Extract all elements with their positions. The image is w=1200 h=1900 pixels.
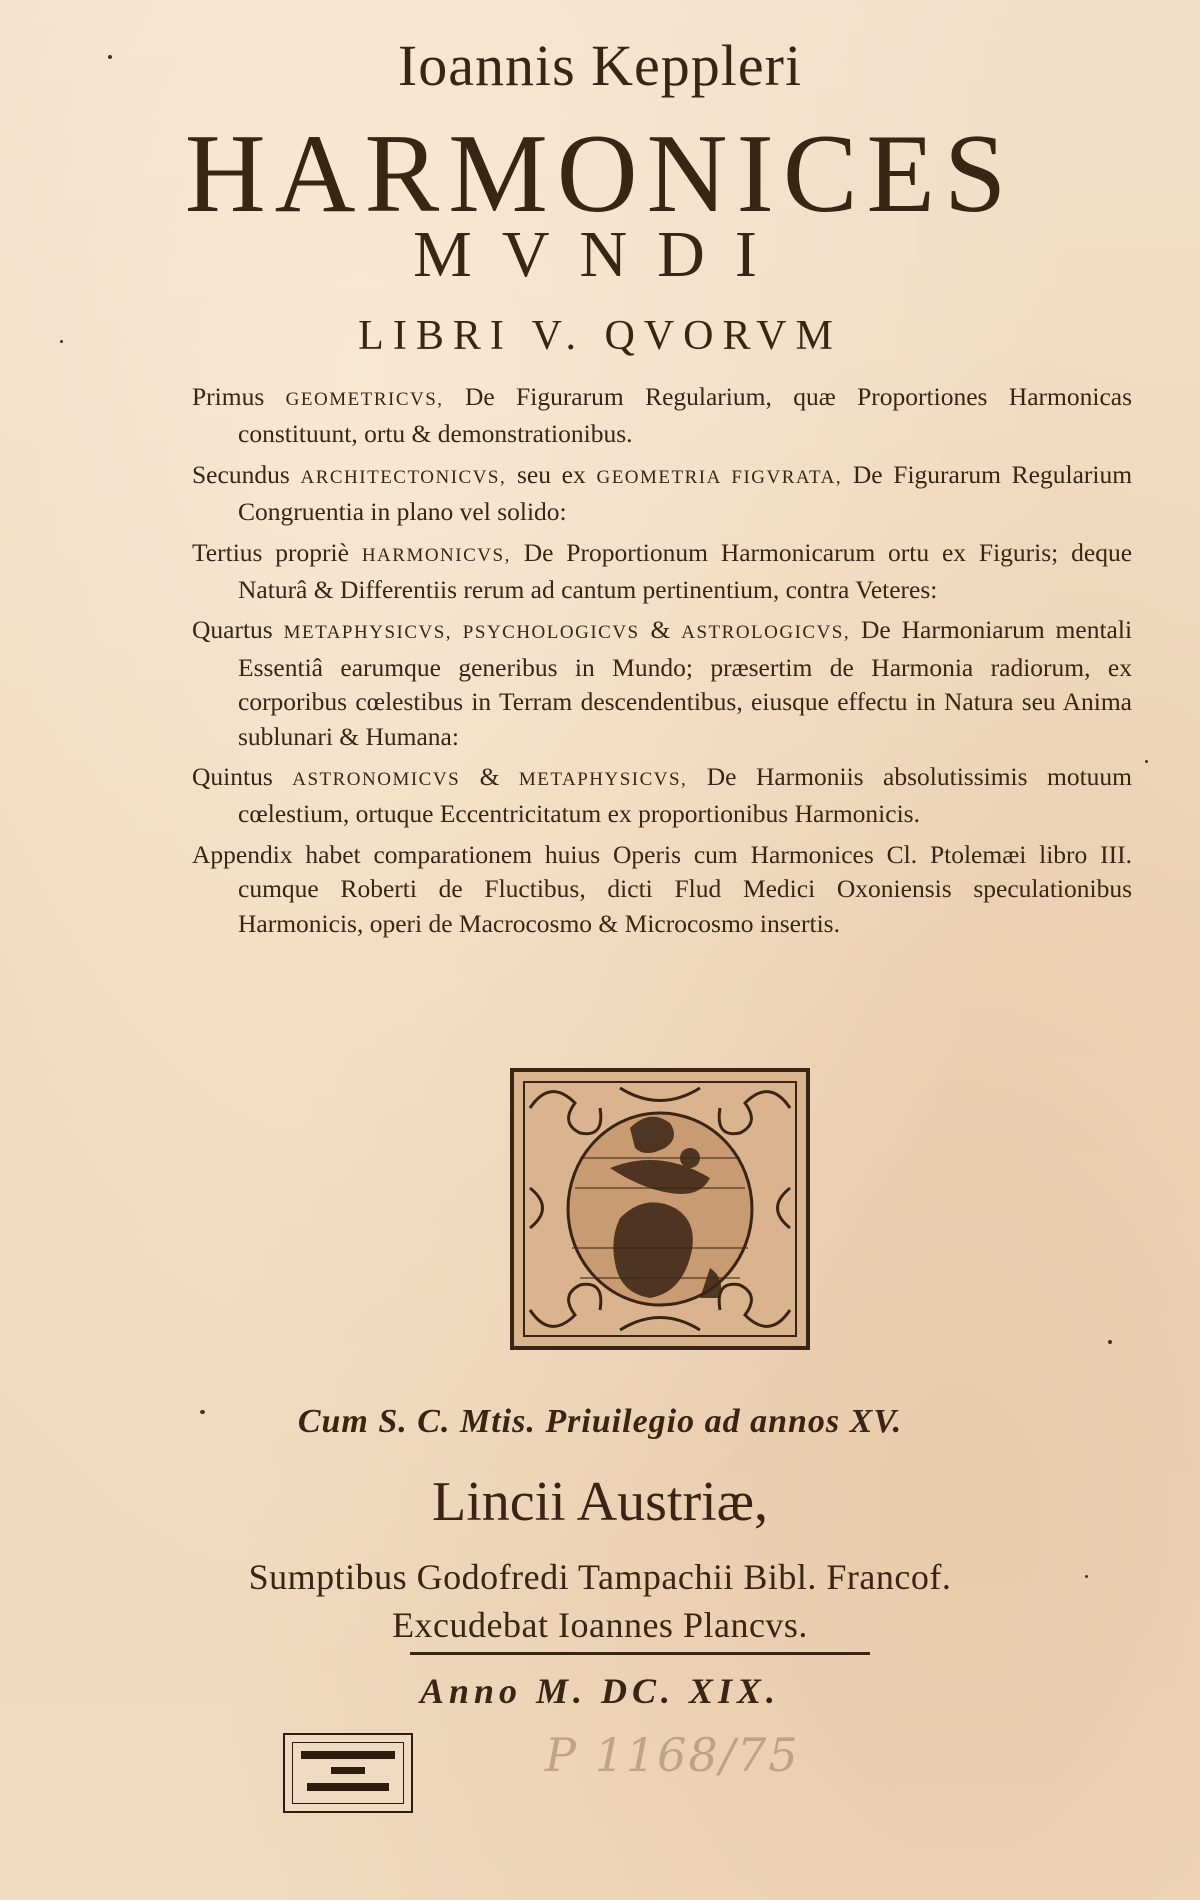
book-entry-secundus <box>192 458 1132 530</box>
entry-tag: METAPHYSICVS, PSYCHOLOGICVS <box>283 622 640 644</box>
entry-tag: HARMONICVS, <box>361 544 511 566</box>
entry-text: De Harmoniis absolutissimis motuum cœlestium, ortuque Eccentricitatum ex proportionibus Harmonicis. <box>238 762 1133 829</box>
book-entry-primus <box>192 380 1132 452</box>
entry-text: De Figurarum Regularium, quæ Proportiones Harmonicas constituunt, ortu & demonstrationibus. <box>238 382 1133 449</box>
paper-speck <box>1108 1340 1112 1344</box>
book-entry-tertius <box>192 536 1132 608</box>
entry-text: De Proportionum Harmonicarum ortu ex Figuris; deque Naturâ & Differentiis rerum ad cantum pertinentium, contra Veteres: <box>238 537 1133 605</box>
publisher-line: Sumptibus Godofredi Tampachii Bibl. Francof. <box>248 1557 952 1597</box>
stamp-inner-frame <box>292 1742 404 1804</box>
city-line: Lincii Austriæ, <box>432 1471 768 1533</box>
printer-line: Excudebat Ioannes Plancvs. <box>392 1605 808 1645</box>
entry-head: Secundus <box>192 459 290 489</box>
entry-text: De Figurarum Regularium Congruentia in plano vel solido: <box>238 459 1133 527</box>
title-harmonices: HARMONICES <box>184 112 1016 236</box>
entry-head: Quartus <box>192 615 273 645</box>
entry-tag: ASTROLOGICVS, <box>681 622 851 644</box>
entry-head: Quintus <box>192 762 273 792</box>
entry-tag: ASTRONOMICVS <box>292 769 461 791</box>
divider-rule <box>410 1652 870 1655</box>
entry-head: Tertius propriè <box>192 537 349 567</box>
library-stamp-icon <box>283 1733 413 1813</box>
privilege-line: Cum S. C. Mtis. Priuilegio ad annos XV. <box>297 1403 903 1440</box>
stamp-text-icon <box>293 1743 403 1803</box>
book-entry-quartus <box>192 613 1132 754</box>
year-line: Anno M. DC. XIX. <box>419 1671 781 1711</box>
book-entry-quintus <box>192 760 1132 832</box>
entry-text: seu ex <box>516 459 586 489</box>
shelfmark-annotation: P 1168/75 <box>545 1728 800 1782</box>
entry-tag: GEOMETRICVS, <box>285 389 444 410</box>
entry-head: Primus <box>192 382 265 411</box>
paper-speck <box>1085 1575 1088 1578</box>
book-entry-appendix <box>192 838 1132 941</box>
paper-speck <box>200 1410 205 1414</box>
book-contents <box>192 380 1132 941</box>
entry-tag: METAPHYSICVS, <box>518 769 688 791</box>
woodcut-emblem-icon <box>510 1068 810 1350</box>
entry-text: Appendix habet comparationem huius Operis cum Harmonices Cl. Ptolemæi libro III. cumque Roberti de Fluctibus, dicti Flud Medici Oxoniensis speculationibus Harmonicis, operi de Macrocosmo & Microcosmo insertis. <box>192 839 1132 938</box>
entry-text: & <box>479 762 500 792</box>
paper-speck <box>1145 760 1148 763</box>
entry-tag: ARCHITECTONICVS, <box>300 466 507 488</box>
paper-speck <box>108 55 112 59</box>
author-line: Ioannis Keppleri <box>397 33 803 98</box>
entry-text: De Harmoniarum mentali Essentiâ earumque generibus in Mundo; præsertim de Harmonia radiorum, ex corporibus cœlestibus in Terram descendentibus, eiusque effectu in Natura seu Anima sublunari & Humana: <box>238 615 1133 751</box>
title-mundi: MVNDI <box>413 218 787 291</box>
paper-speck <box>60 340 63 343</box>
entry-tag: GEOMETRIA FIGVRATA, <box>596 466 843 488</box>
title-libri: LIBRI V. QVORVM <box>358 313 842 359</box>
entry-text: & <box>650 615 671 645</box>
